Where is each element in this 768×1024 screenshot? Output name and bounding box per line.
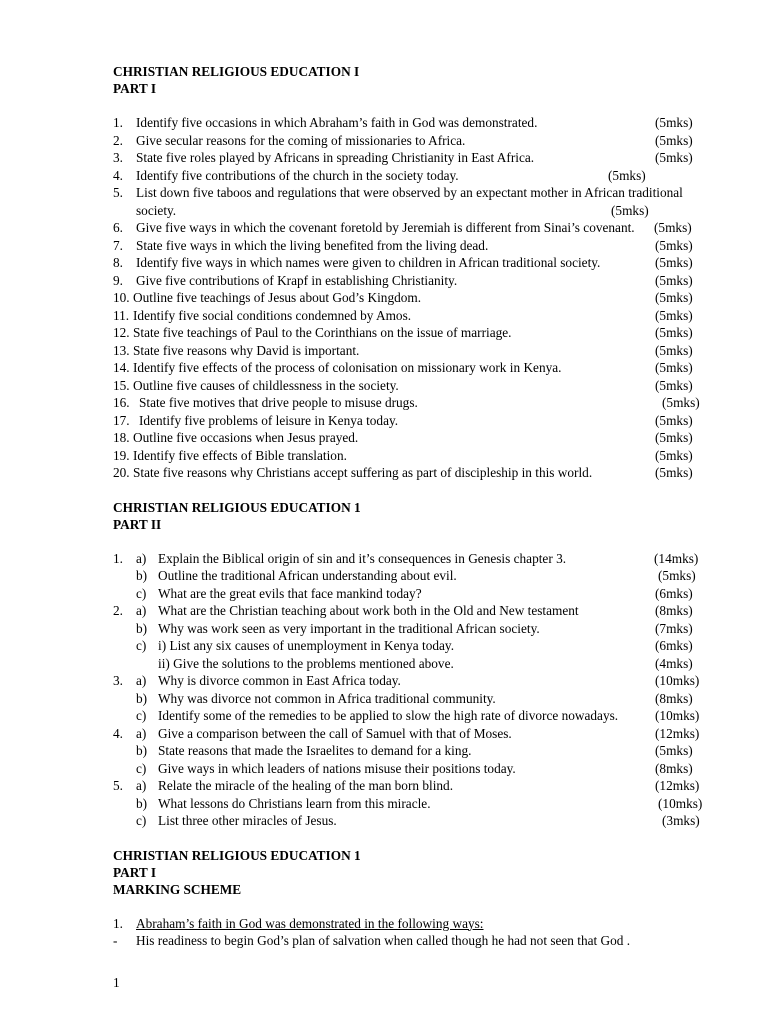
- question-text: Identify five problems of leisure in Kenya today.: [139, 412, 399, 428]
- question-text: Outline the traditional African understanding about evil.: [158, 568, 457, 583]
- question-text: i) List any six causes of unemployment in Kenya today.: [158, 638, 455, 653]
- question-marks: (5mks): [655, 447, 693, 463]
- question-text: Identify five occasions in which Abraham’s faith in God was demonstrated.: [136, 115, 538, 130]
- question-row: [113, 237, 713, 255]
- question-number: 5.: [113, 185, 123, 200]
- question-number: 2.: [113, 603, 123, 618]
- question-row: [113, 149, 713, 167]
- question-number: 2.: [113, 132, 123, 148]
- question-marks: (10mks): [655, 673, 700, 688]
- question-number: 7.: [113, 237, 123, 253]
- question-marks: (3mks): [662, 813, 700, 828]
- question-marks: (5mks): [655, 342, 693, 358]
- question-text: State reasons that made the Israelites to demand for a king.: [158, 743, 472, 758]
- question-number: 3.: [113, 150, 123, 165]
- document-page: [113, 63, 713, 950]
- question-marks: (5mks): [654, 220, 692, 235]
- question-row: [113, 342, 713, 360]
- scheme-bullet-text: His readiness to begin God’s plan of salvation when called though he had not seen that God .: [136, 933, 631, 948]
- question-marks: (8mks): [655, 760, 693, 776]
- question-letter: a): [136, 550, 147, 566]
- question-row: [113, 132, 713, 150]
- question-marks: (8mks): [655, 690, 693, 706]
- question-letter: c): [136, 760, 147, 776]
- question-number: 19.: [113, 447, 130, 463]
- question-text: Identify five effects of the process of colonisation on missionary work in Kenya.: [133, 360, 562, 375]
- question-number: 1.: [113, 115, 123, 130]
- question-text: List down five taboos and regulations that were observed by an expectant mother in African traditional: [136, 185, 683, 200]
- question-text: Relate the miracle of the healing of the man born blind.: [158, 778, 454, 793]
- question-marks: (5mks): [655, 412, 693, 428]
- question-row: [113, 602, 713, 620]
- part1-subtitle: PART I: [113, 81, 157, 96]
- part2-questions: [113, 550, 713, 830]
- question-text: Give a comparison between the call of Samuel with that of Moses.: [158, 725, 512, 741]
- question-row: [113, 464, 713, 482]
- question-row: [113, 359, 713, 377]
- question-text: Identify five ways in which names were given to children in African traditional society.: [136, 255, 601, 270]
- question-marks: (5mks): [655, 255, 693, 270]
- question-row: [113, 184, 713, 202]
- part1-title: CHRISTIAN RELIGIOUS EDUCATION I: [113, 64, 360, 79]
- question-text: What are the great evils that face mankind today?: [158, 585, 422, 601]
- question-number: 9.: [113, 272, 123, 288]
- question-text: What lessons do Christians learn from this miracle.: [158, 795, 431, 811]
- question-letter: b): [136, 568, 148, 583]
- part2-subtitle: PART II: [113, 516, 162, 532]
- question-number: 18.: [113, 430, 130, 445]
- question-marks: (7mks): [655, 620, 693, 636]
- question-row: [113, 447, 713, 465]
- question-number: 20.: [113, 465, 130, 480]
- question-marks: (5mks): [655, 377, 693, 393]
- question-text: What are the Christian teaching about work both in the Old and New testament: [158, 603, 579, 618]
- question-marks: (5mks): [608, 167, 646, 183]
- question-marks: (10mks): [658, 795, 703, 811]
- question-number: 5.: [113, 778, 123, 793]
- question-letter: a): [136, 778, 147, 793]
- question-row: [113, 412, 713, 430]
- question-marks: (5mks): [611, 202, 649, 218]
- question-row: [113, 567, 713, 585]
- question-row: [113, 324, 713, 342]
- question-marks: (12mks): [655, 725, 700, 741]
- question-letter: b): [136, 620, 148, 636]
- question-row: [113, 550, 713, 568]
- question-number: 8.: [113, 255, 123, 270]
- question-row: [113, 760, 713, 778]
- scheme-subtitle: PART I: [113, 864, 157, 880]
- scheme-item: [113, 915, 713, 933]
- question-text: State five ways in which the living benefited from the living dead.: [136, 237, 489, 253]
- question-row: [113, 272, 713, 290]
- question-row: [113, 585, 713, 603]
- question-number: 11.: [113, 307, 130, 323]
- question-letter: c): [136, 638, 147, 653]
- question-text: Outline five causes of childlessness in the society.: [133, 377, 399, 393]
- scheme-bullet: [113, 932, 713, 950]
- question-letter: a): [136, 603, 147, 618]
- question-marks: (5mks): [655, 360, 693, 375]
- question-text: State five reasons why Christians accept suffering as part of discipleship in this world.: [133, 465, 593, 480]
- question-marks: (5mks): [655, 430, 693, 445]
- question-text: Why was work seen as very important in the traditional African society.: [158, 620, 540, 636]
- question-number: 3.: [113, 673, 123, 688]
- question-number: 4.: [113, 725, 123, 741]
- question-row: [113, 429, 713, 447]
- question-row: [113, 114, 713, 132]
- question-marks: (5mks): [655, 237, 693, 253]
- question-row: [113, 620, 713, 638]
- question-row: [113, 655, 713, 673]
- question-number: 16.: [113, 395, 130, 410]
- bullet-dash: -: [113, 933, 118, 948]
- question-row: [113, 795, 713, 813]
- part2-title: CHRISTIAN RELIGIOUS EDUCATION 1: [113, 499, 361, 515]
- scheme-item-number: 1.: [113, 915, 123, 931]
- question-row: [113, 289, 713, 307]
- question-text: Identify five contributions of the church in the society today.: [136, 167, 459, 183]
- question-row: [113, 377, 713, 395]
- question-marks: (5mks): [655, 743, 693, 758]
- question-row: [113, 637, 713, 655]
- question-number: 12.: [113, 325, 130, 340]
- question-row: [113, 812, 713, 830]
- question-text: State five reasons why David is important.: [133, 342, 360, 358]
- question-number: 13.: [113, 342, 130, 358]
- question-text: Why was divorce not common in Africa traditional community.: [158, 690, 496, 706]
- part1-questions: [113, 114, 713, 482]
- question-text: Outline five occasions when Jesus prayed.: [133, 430, 359, 445]
- question-text: society.: [136, 202, 177, 218]
- question-marks: (5mks): [655, 272, 693, 288]
- question-text: List three other miracles of Jesus.: [158, 813, 337, 828]
- question-number: 10.: [113, 290, 130, 305]
- question-row: [113, 742, 713, 760]
- question-row: [113, 254, 713, 272]
- question-marks: (5mks): [655, 132, 693, 148]
- question-letter: a): [136, 725, 147, 741]
- question-number: 15.: [113, 377, 130, 393]
- question-text: Identify five effects of Bible translation.: [133, 447, 347, 463]
- question-text: Why is divorce common in East Africa today.: [158, 673, 401, 688]
- page-number: 1: [113, 975, 120, 990]
- question-row: [113, 777, 713, 795]
- question-marks: (5mks): [655, 290, 693, 305]
- question-marks: (5mks): [655, 150, 693, 165]
- scheme-subtitle-2: MARKING SCHEME: [113, 881, 242, 897]
- question-marks: (5mks): [655, 307, 693, 323]
- question-text: Identify some of the remedies to be applied to slow the high rate of divorce nowadays.: [158, 708, 619, 723]
- question-marks: (5mks): [655, 465, 693, 480]
- scheme-item-heading: Abraham’s faith in God was demonstrated in the following ways:: [136, 915, 484, 931]
- question-marks: (12mks): [655, 778, 700, 793]
- question-number: 6.: [113, 220, 123, 235]
- question-row: [113, 725, 713, 743]
- question-marks: (5mks): [655, 115, 693, 130]
- question-letter: c): [136, 708, 147, 723]
- question-letter: b): [136, 743, 148, 758]
- question-text: Give five ways in which the covenant foretold by Jeremiah is different from Sinai’s covenant.: [136, 220, 635, 235]
- question-number: 17.: [113, 412, 130, 428]
- question-marks: (8mks): [655, 603, 693, 618]
- question-letter: c): [136, 585, 147, 601]
- question-letter: c): [136, 813, 147, 828]
- question-marks: (14mks): [654, 550, 699, 566]
- scheme-title: CHRISTIAN RELIGIOUS EDUCATION 1: [113, 847, 361, 863]
- question-row: [113, 707, 713, 725]
- question-number: 1.: [113, 550, 123, 566]
- question-letter: b): [136, 690, 148, 706]
- question-text: Outline five teachings of Jesus about God’s Kingdom.: [133, 290, 422, 305]
- question-marks: (10mks): [655, 708, 700, 723]
- question-row: [113, 394, 713, 412]
- question-number: 4.: [113, 167, 123, 183]
- question-row: [113, 219, 713, 237]
- question-text: Identify five social conditions condemned by Amos.: [133, 307, 412, 323]
- question-text: ii) Give the solutions to the problems mentioned above.: [158, 655, 454, 671]
- question-marks: (6mks): [655, 585, 693, 601]
- question-text: State five teachings of Paul to the Corinthians on the issue of marriage.: [133, 325, 512, 340]
- question-marks: (5mks): [655, 325, 693, 340]
- question-marks: (4mks): [655, 655, 693, 671]
- question-row: [113, 167, 713, 185]
- question-row: [113, 690, 713, 708]
- question-number: 14.: [113, 360, 130, 375]
- question-text: Explain the Biblical origin of sin and it’s consequences in Genesis chapter 3.: [158, 550, 567, 566]
- question-text: State five roles played by Africans in spreading Christianity in East Africa.: [136, 150, 535, 165]
- question-letter: b): [136, 795, 148, 811]
- question-letter: a): [136, 673, 147, 688]
- question-text: State five motives that drive people to misuse drugs.: [139, 395, 418, 410]
- question-text: Give secular reasons for the coming of missionaries to Africa.: [136, 132, 466, 148]
- question-marks: (5mks): [662, 395, 700, 410]
- question-row: [113, 672, 713, 690]
- question-row: [113, 307, 713, 325]
- question-text: Give five contributions of Krapf in establishing Christianity.: [136, 272, 458, 288]
- question-marks: (5mks): [658, 568, 696, 583]
- question-text: Give ways in which leaders of nations misuse their positions today.: [158, 760, 516, 776]
- question-marks: (6mks): [655, 638, 693, 653]
- question-row: [113, 202, 713, 220]
